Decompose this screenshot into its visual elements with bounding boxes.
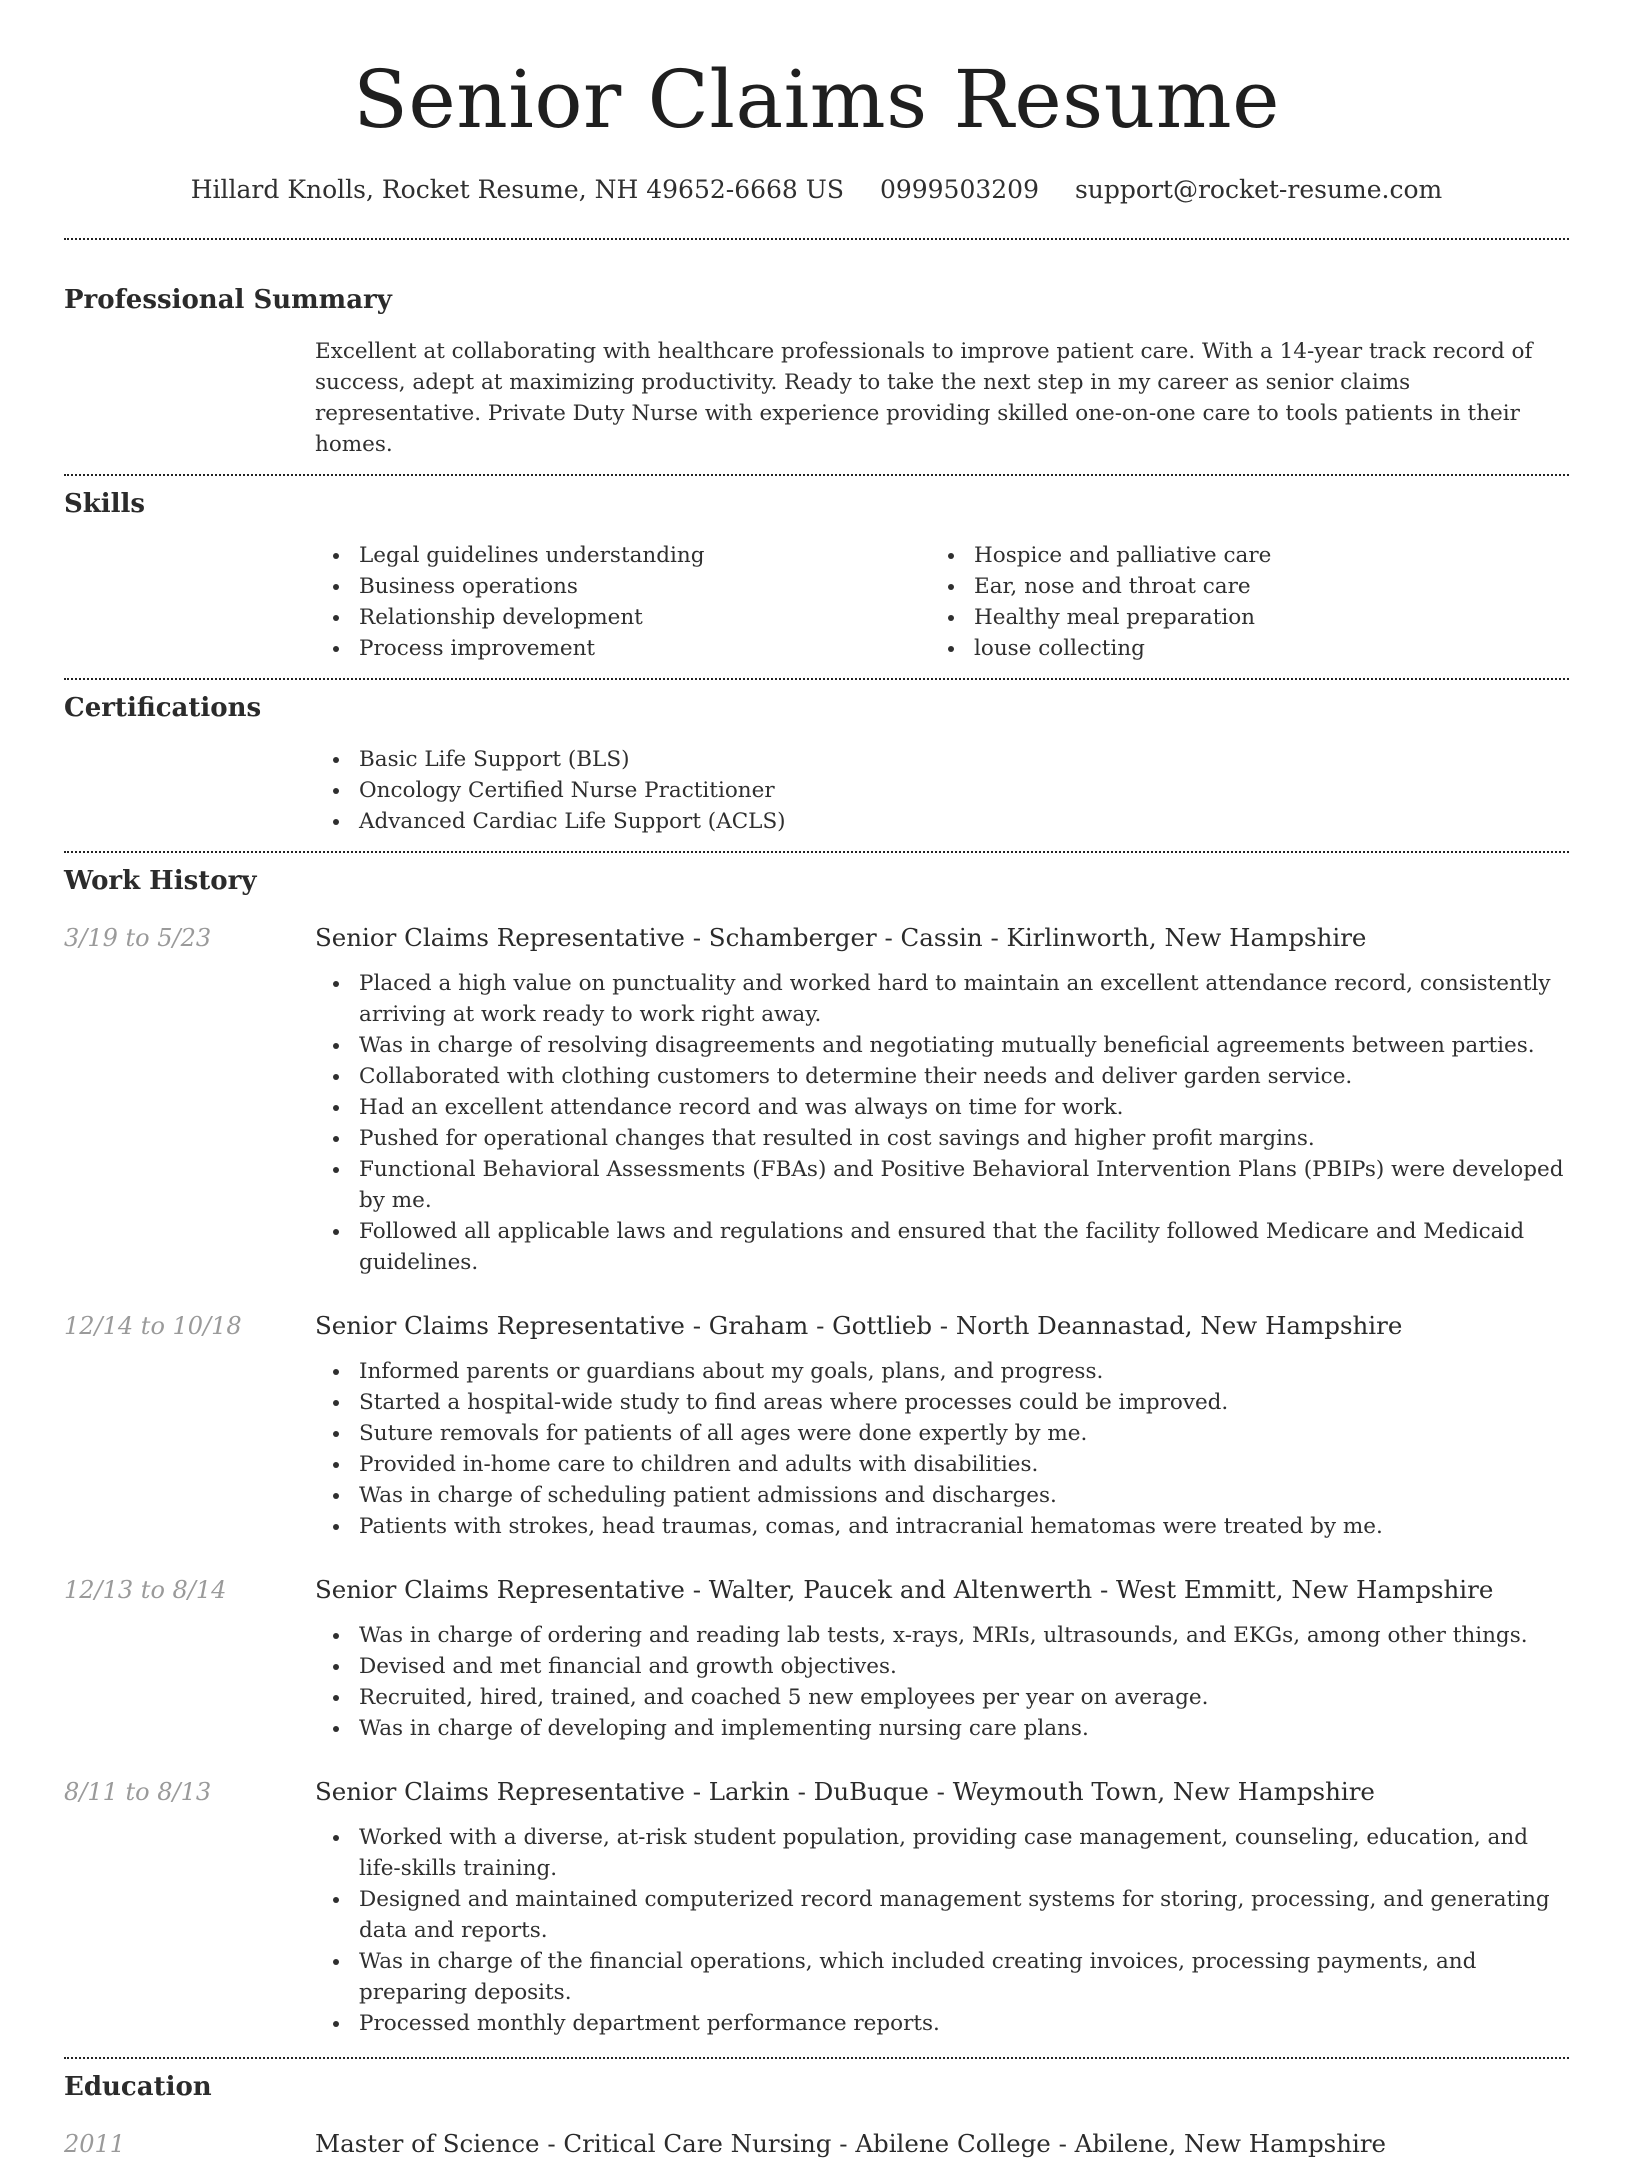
work-entry-bullets	[315, 968, 1569, 1278]
work-entry-bullets	[315, 1356, 1569, 1542]
resume-page	[64, 0, 1569, 2161]
work-entry	[64, 1573, 1569, 1744]
work-bullet: Collaborated with clothing customers to determine their needs and deliver garden service.	[315, 1061, 1569, 1092]
work-bullet: Devised and met financial and growth objectives.	[315, 1651, 1569, 1682]
summary-text: Excellent at collaborating with healthcare professionals to improve patient care. With a 14-year track record of success, adept at maximizing productivity. Ready to take the next step in my career as senior claims representative. Private Duty Nurse with experience providing skilled one-on-one care to tools patients in their homes.	[315, 339, 1533, 457]
work-entry-title: Senior Claims Representative - Larkin - DuBuque - Weymouth Town, New Hampshire	[315, 1777, 1375, 1806]
work-entry-bullets	[315, 1620, 1569, 1744]
work-bullet: Provided in-home care to children and adults with disabilities.	[315, 1449, 1569, 1480]
section-heading-skills: Skills	[64, 489, 146, 519]
work-bullet: Started a hospital-wide study to find areas where processes could be improved.	[315, 1387, 1569, 1418]
work-bullet: Placed a high value on punctuality and worked hard to maintain an excellent attendance record, consistently arriving at work ready to work right away.	[315, 968, 1569, 1030]
divider	[64, 678, 1569, 680]
certification-item: Advanced Cardiac Life Support (ACLS)	[315, 806, 1569, 837]
divider	[64, 474, 1569, 476]
skills-column-right	[930, 540, 1545, 664]
work-entry	[64, 1309, 1569, 1542]
work-bullet: Was in charge of scheduling patient admissions and discharges.	[315, 1480, 1569, 1511]
education-entry	[64, 2127, 1569, 2161]
divider	[64, 851, 1569, 853]
work-entry-bullets	[315, 1822, 1569, 2039]
skills-column-left	[315, 540, 930, 664]
work-bullet: Was in charge of resolving disagreements and negotiating mutually beneficial agreements between parties.	[315, 1030, 1569, 1061]
divider	[64, 238, 1569, 240]
certifications-list	[315, 744, 1569, 837]
skill-item: louse collecting	[930, 633, 1545, 664]
skill-item: Process improvement	[315, 633, 930, 664]
contact-address: Hillard Knolls, Rocket Resume, NH 49652-6668 US	[190, 175, 844, 204]
work-entry-date: 8/11 to 8/13	[64, 1778, 212, 1806]
summary-section	[64, 282, 1569, 460]
work-entry-date: 12/14 to 10/18	[64, 1312, 242, 1340]
work-history-section	[64, 863, 1569, 2039]
work-entry-body	[315, 1573, 1569, 1744]
work-entry-date: 12/13 to 8/14	[64, 1576, 227, 1604]
work-bullet: Recruited, hired, trained, and coached 5 new employees per year on average.	[315, 1682, 1569, 1713]
section-heading-summary: Professional Summary	[64, 285, 392, 315]
work-entry-title: Senior Claims Representative - Graham - Gottlieb - North Deannastad, New Hampshire	[315, 1311, 1403, 1340]
skill-item: Business operations	[315, 571, 930, 602]
education-entry-body	[315, 2127, 1569, 2161]
education-entry-date: 2011	[64, 2130, 126, 2158]
work-entry-body	[315, 1309, 1569, 1542]
section-heading-certifications: Certifications	[64, 693, 262, 723]
section-heading-education: Education	[64, 2072, 212, 2102]
work-bullet: Suture removals for patients of all ages were done expertly by me.	[315, 1418, 1569, 1449]
work-entry-body	[315, 1775, 1569, 2039]
divider	[64, 2057, 1569, 2059]
certifications-section	[64, 690, 1569, 837]
contact-line	[64, 172, 1569, 208]
contact-email: support@rocket-resume.com	[1074, 175, 1443, 204]
work-bullet: Processed monthly department performance reports.	[315, 2008, 1569, 2039]
certification-item: Oncology Certified Nurse Practitioner	[315, 775, 1569, 806]
work-bullet: Was in charge of the financial operations, which included creating invoices, processing payments, and preparing deposits.	[315, 1946, 1569, 2008]
work-bullet: Was in charge of ordering and reading lab tests, x-rays, MRIs, ultrasounds, and EKGs, among other things.	[315, 1620, 1569, 1651]
work-entry-date: 3/19 to 5/23	[64, 924, 212, 952]
work-entry-title: Senior Claims Representative - Schamberger - Cassin - Kirlinworth, New Hampshire	[315, 923, 1367, 952]
contact-phone: 0999503209	[879, 175, 1039, 204]
skills-section	[64, 486, 1569, 664]
work-entry-body	[315, 921, 1569, 1278]
section-heading-work-history: Work History	[64, 866, 257, 896]
work-bullet: Followed all applicable laws and regulations and ensured that the facility followed Medicare and Medicaid guidelines.	[315, 1216, 1569, 1278]
skills-list	[315, 540, 1569, 664]
work-entry	[64, 921, 1569, 1278]
work-entry	[64, 1775, 1569, 2039]
work-bullet: Had an excellent attendance record and was always on time for work.	[315, 1092, 1569, 1123]
work-entry-title: Senior Claims Representative - Walter, Paucek and Altenwerth - West Emmitt, New Hampshire	[315, 1575, 1494, 1604]
work-bullet: Functional Behavioral Assessments (FBAs) and Positive Behavioral Intervention Plans (PBIPs) were developed by me.	[315, 1154, 1569, 1216]
work-bullet: Was in charge of developing and implementing nursing care plans.	[315, 1713, 1569, 1744]
education-section	[64, 2069, 1569, 2161]
skill-item: Hospice and palliative care	[930, 540, 1545, 571]
work-bullet: Patients with strokes, head traumas, comas, and intracranial hematomas were treated by me.	[315, 1511, 1569, 1542]
education-entry-title: Master of Science - Critical Care Nursing - Abilene College - Abilene, New Hampshire	[315, 2129, 1387, 2158]
work-bullet: Pushed for operational changes that resulted in cost savings and higher profit margins.	[315, 1123, 1569, 1154]
skill-item: Healthy meal preparation	[930, 602, 1545, 633]
work-bullet: Designed and maintained computerized record management systems for storing, processing, and generating data and reports.	[315, 1884, 1569, 1946]
resume-title: Senior Claims Resume	[353, 53, 1280, 146]
skill-item: Relationship development	[315, 602, 930, 633]
work-bullet: Informed parents or guardians about my goals, plans, and progress.	[315, 1356, 1569, 1387]
certification-item: Basic Life Support (BLS)	[315, 744, 1569, 775]
work-bullet: Worked with a diverse, at-risk student population, providing case management, counseling, education, and life-skills training.	[315, 1822, 1569, 1884]
skill-item: Ear, nose and throat care	[930, 571, 1545, 602]
skill-item: Legal guidelines understanding	[315, 540, 930, 571]
